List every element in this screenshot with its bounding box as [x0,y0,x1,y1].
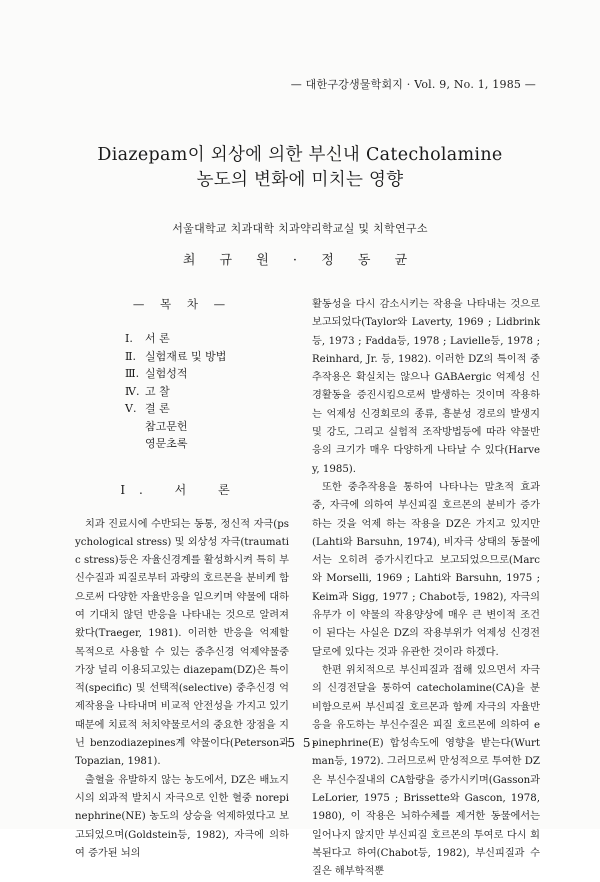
body-paragraph: 또한 중추작용을 통하여 나타나는 말초적 효과 중, 자극에 의하여 부신피질 호르몬의 분비가 증가하는 것을 억제 하는 작용을 DZ은 가지고 있지만 (Lahti와 Barsuhn, 1974), 비자극 상태의 동물에서는 오히려 증가시킨다고 보고되었으므로(Marc 와 Morselli, 1969 ; Lahti와 Barsuhn, 1975 ; Keim과 Sigg, 1977 ; Chabot등, 1982), 자극의 유무가 이 약물의 작용양상에 매우 큰 변이적 조건이 된다는 사실은 DZ의 작용부위가 억제성 신경전달로에 있다는 것과 유관한 것이라 하겠다. [312,481,540,658]
toc-item: 참고문헌 [145,419,188,433]
running-header: — 대한구강생물학회지 · Vol. 9, No. 1, 1985 — [290,78,536,91]
authors: 최 규 원 · 정 동 균 [182,253,418,268]
title-line-2: 농도의 변화에 미치는 영향 [196,170,404,190]
left-column [75,296,289,863]
body-paragraph: 치과 진료시에 수반되는 동통, 정신적 자극(psychological stress) 및 외상성 자극(traumatic stress)등은 자율신경계를 활성화시켜 특히 부신수질과 피질로부터 과량의 호르몬을 분비케 함으로써 다양한 자율반응을 일으키며 약물에 대하여 기대치 않던 반응을 나타내는 것으로 알려져왔다(Traeger, 1981). 이러한 반응을 억제할 목적으로 사용할 수 있는 중추신경 억제약물중 가장 널리 이용되고있는 diazepam(DZ)은 특이적(specific) 및 선택적(selective) 중추신경 억제작용을 나타내며 비교적 안전성을 가지고 있기때문에 치료적 처치약물로서의 중요한 장점을 지닌 benzodiazepines계 약물이다(Peterson과 Topazian, 1981). [75,518,290,768]
section-heading-intro: Ⅰ. 서 론 [120,482,244,497]
body-paragraph: 한편 위치적으로 부신피질과 접해 있으면서 자극의 신경전달을 통하여 catecholamine(CA)을 분비함으로써 부신피질 호르몬과 함께 자극의 자율반응을 유도하는 부신수질은 피질 호르몬에 의하여 epinephrine(E) 합성속도에 영향을 받는다(Wurtman등, 1972). 그러므로써 만성적으로 투여한 DZ은 부신수질내의 CA함량을 증가시키며(Gasson과 LeLorier, 1975 ; Brissette와 Gascon, 1978, 1980), 이 작용은 뇌하수체를 제거한 동물에서는 일어나지 않지만 부신피질 호르몬의 투여로 다시 회복된다고 하여(Chabot등, 1982), 부신피질과 수질은 해부학적뿐 [312,664,540,878]
paper-title [0,143,600,193]
toc-item: Ⅴ. 결 론 [125,402,170,415]
body-paragraph: 활동성을 다시 감소시키는 작용을 나타내는 것으로 보고되었다(Taylor와 Laverty, 1969 ; Lidbrink등, 1973 ; Fadda등, 1978 ; Lavielle등, 1978 ; Reinhard, Jr. 등, 1982). 이러한 DZ의 특이적 중추작용은 확실치는 않으나 GABAergic 억제성 신경활동을 증진시킴으로써 발생하는 것이며 작용하는 억제성 신경회로의 종류, 흥분성 경로의 발생지 및 강도, 그리고 실험적 조작방법등에 따라 약물반응의 크기가 매우 다양하게 나타날 수 있다(Harvey, 1985). [312,299,540,475]
table-of-contents [125,330,289,453]
toc-item: Ⅰ. 서 론 [125,332,170,345]
toc-item: 영문초록 [145,437,188,450]
toc-item: Ⅲ. 실험성적 [125,367,188,380]
affiliation: 서울대학교 치과대학 치과약리학교실 및 치학연구소 [172,222,428,235]
title-line-1: Diazepam이 외상에 의한 부신내 Catecholamine [97,145,503,165]
page-number: -5 5- [281,736,319,750]
toc-heading: — 목 차 — [132,297,232,311]
toc-item: Ⅳ. 고 찰 [125,384,170,398]
right-column [312,296,540,882]
toc-item: Ⅱ. 실험재료 및 방법 [125,349,227,363]
body-paragraph: 출혈을 유발하지 않는 농도에서, DZ은 배뇨지시의 외과적 발치시 자극으로 인한 혈중 norepinephrine(NE) 농도의 상승을 억제하였다고 보고되었으며(Goldstein등, 1982), 자극에 의하여 증가된 뇌의 [75,774,289,859]
